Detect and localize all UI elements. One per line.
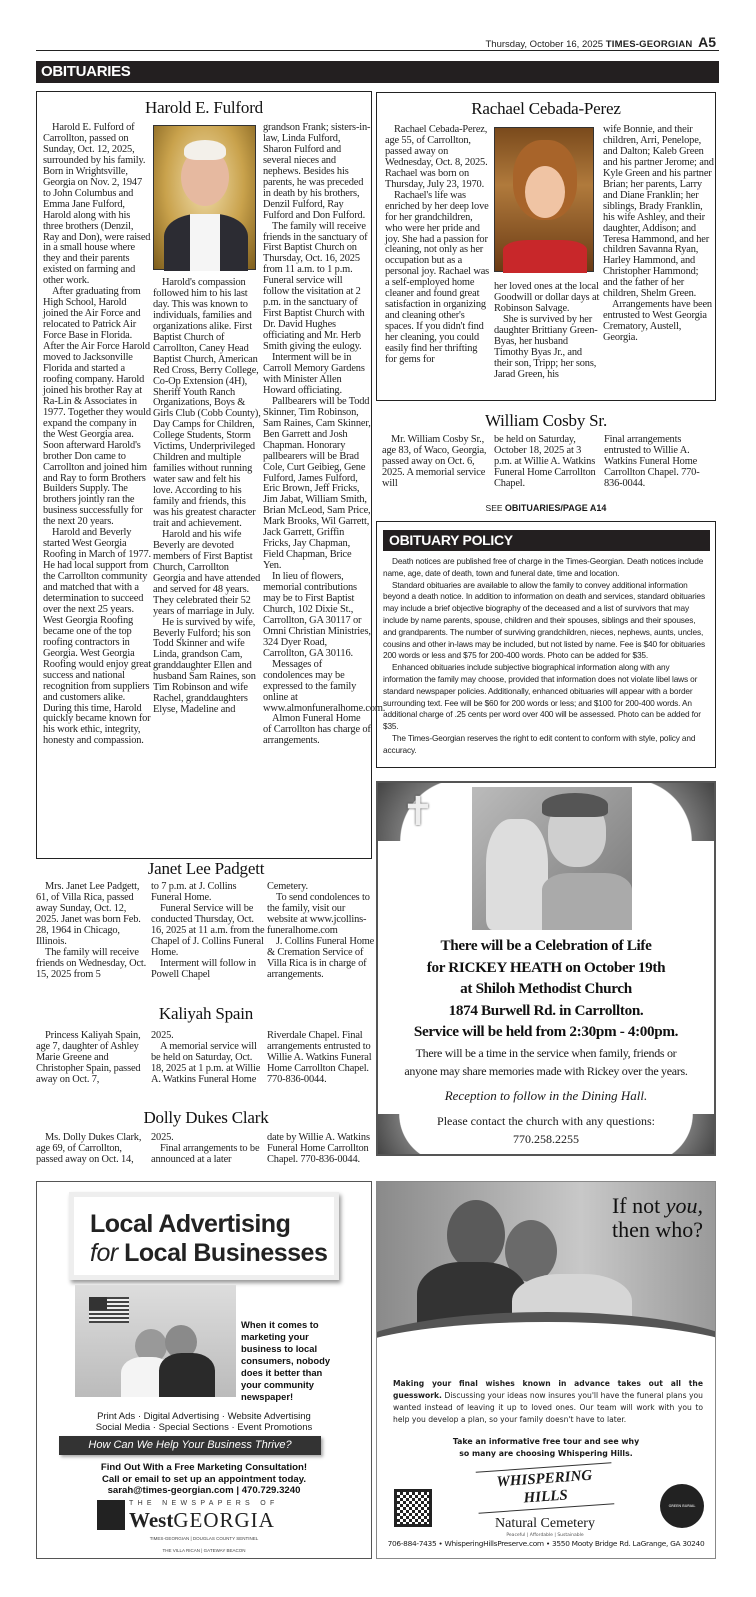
body-line: There will be a time in the service when family, friends or — [415, 1046, 677, 1060]
logo-tagline: Peaceful | Affordable | Sustainable — [506, 1533, 584, 1538]
text-column — [36, 1031, 148, 1086]
tour-callout — [377, 1436, 715, 1460]
photo-wave — [376, 1312, 716, 1372]
paragraph: Harold and his wife Beverly are devoted members of First Baptist Church, Carrollton Georgia and have attended and served for 48 years. They celebrated their 52 years of marriage in July. — [153, 528, 261, 617]
see-more-link[interactable] — [376, 503, 716, 513]
paragraph: date by Willie A. Watkins Funeral Home Carrollton Chapel. 770-836-0044. — [267, 1132, 370, 1165]
cta-bold: Free Marketing Consultation — [174, 1462, 304, 1473]
ad-title-bold: Local Businesses — [124, 1239, 328, 1267]
text-column — [604, 435, 716, 490]
tour-line: so many are choosing Whispering Hills. — [459, 1449, 633, 1458]
celebration-body — [378, 1044, 714, 1080]
text-column — [36, 882, 148, 981]
west-georgia-logo — [97, 1500, 289, 1532]
obituary-rachael-cebada-perez — [376, 92, 716, 401]
paragraph: Mr. William Cosby Sr., age 83, of Waco, Georgia, passed away on Oct. 6, 2025. A memorial service will — [382, 434, 487, 489]
text-column — [494, 282, 600, 381]
church-phone: 770.258.2255 — [513, 1132, 579, 1146]
section-title: OBITUARIES — [36, 61, 719, 83]
text-column — [267, 1133, 377, 1166]
ad-footer: 706-884-7435 • WhisperingHillsPreserve.com • 3550 Mooty Bridge Rd. LaGrange, GA 30240 — [387, 1539, 705, 1548]
cross-icon: ✝ — [401, 789, 435, 834]
ad-title-line1: Local Advertising — [90, 1210, 291, 1238]
reception-note: Reception to follow in the Dining Hall. — [444, 1088, 648, 1103]
issue-date: Thursday, October 16, 2025 — [485, 39, 604, 50]
whispering-hills-logo — [477, 1467, 613, 1539]
paragraph: Harold E. Fulford of Carrollton, passed on Sunday, Oct. 12, 2025, surrounded by his family. Born in Wrightsville, Georgia on Nov. 2, 1947 to John Columbus and Emma Jane Fulford, Harold along with his three brothers (Denzil, Ray and Don), were raised in a small house where they and their parents existed on farming and other work. — [43, 122, 151, 287]
paragraph: Princess Kaliyah Spain, age 7, daughter of Ashley Marie Greene and Christopher Spain, passed away on Oct. 7, — [36, 1030, 141, 1085]
text-column — [383, 556, 709, 757]
logo-georgia: GEORGIA — [173, 1508, 275, 1532]
paragraph: The family will receive friends on Wednesday, Oct. 15, 2025 from 5 — [36, 946, 147, 980]
headline-line-2: then who? — [611, 1217, 703, 1242]
ad-title-card — [69, 1192, 339, 1280]
logo-top-text: THE NEWSPAPERS OF — [129, 1500, 279, 1507]
paper-name: TIMES-GEORGIAN — [605, 39, 693, 50]
headline-part: If not — [611, 1193, 666, 1218]
paragraph: Standard obituaries are available to allow the family to convey additional information beyond a death notice. In addition to information on death and services, standard obituaries may include a brief objective biography of the deceased and a list of survivors that may include by name parents, spouse, children and their spouses, siblings and their spouses, and grandparents. The number of surviving grandchildren, nieces, nephews, aunts, uncles, cousins and other in-laws may be included, but not listed by name. Fee is $40 for obituaries 200 words or less and $75 for 200-400 words. Photo can be added for $35. — [383, 579, 705, 661]
obituary-policy-box — [376, 521, 716, 768]
services-line-2: Social Media · Special Sections · Event Promotions — [95, 1422, 313, 1433]
paragraph: Final arrangements entrusted to Willie A. Watkins Funeral Home Carrollton Chapel. 770-836-0044. — [604, 434, 700, 489]
body-line: anyone may share memories made with Rickey over the years. — [404, 1064, 688, 1078]
cta-prefix: Find Out With a — [100, 1462, 175, 1473]
ad-blurb: When it comes to marketing your business to local consumers, nobody does it better than your community newspaper! — [241, 1319, 331, 1402]
text-column — [36, 1133, 148, 1166]
ad-title-line2 — [90, 1239, 334, 1268]
paragraph: Almon Funeral Home of Carrollton has charge of arrangements. — [263, 713, 371, 747]
paragraph: To send condolences to the family, visit our website at www.jcollins-funeralhome.com — [267, 891, 370, 936]
rickey-heath-photo — [472, 787, 632, 930]
ad-banner: How Can We Help Your Business Thrive? — [59, 1436, 321, 1455]
obituary-name: Rachael Cebada-Perez — [471, 99, 621, 118]
paragraph: After graduating from High School, Harold joined the Air Force and relocated to Patrick Air Force Base in Florida. After the Air Force Harold moved to Jacksonville Florida and started a roofing company. Harold joined his brother Ray at Ra-Lin & Associates in 1977. Together they would expand the company in the West Georgia area. Soon afterward Harold's brother Don came to Carrollton and joined him and Ray to form Brothers Builders Supply. The brothers jointly ran the business successfully for the next 20 years. — [43, 286, 151, 528]
continuation-link[interactable]: OBITUARIES/PAGE A14 — [504, 503, 607, 513]
paragraph: Final arrangements to be announced at a later — [151, 1142, 260, 1165]
green-burial-council-seal — [660, 1484, 704, 1552]
paragraph: 2025. — [151, 1030, 174, 1041]
headline-line: at Shiloh Methodist Church — [460, 980, 632, 997]
headline-line: There will be a Celebration of Life — [440, 937, 652, 954]
contact-phone: 470.729.3240 — [241, 1485, 301, 1496]
body-bold: Making your final wishes known in advance takes out all the guesswork. — [393, 1379, 703, 1400]
paragraph: She is survived by her daughter Brittiany Green-Byas, her husband Timothy Byas Jr., and their son, Tripp; her sons, Jarad Green, his — [494, 313, 598, 380]
papers-line-1: TIMES-GEORGIAN | DOUGLAS COUNTY SENTINEL — [149, 1536, 259, 1541]
paragraph: 2025. — [151, 1132, 174, 1143]
header-rule — [36, 50, 719, 51]
ad-headline — [612, 1194, 703, 1242]
cta-suffix: ! — [303, 1462, 308, 1473]
american-flag — [89, 1297, 129, 1323]
paragraph: Funeral Service will be conducted Thursday, Oct. 16, 2025 at 11 a.m. from the Chapel of J. Collins Funeral Home. — [151, 902, 265, 958]
paragraph: The Times-Georgian reserves the right to edit content to conform with style, policy and accuracy. — [383, 732, 696, 755]
ad-cta: Find Out With a Free Marketing Consultation! Call or email to set up an appointment today. sarah@times-georgian.com | 470.729.3240 — [37, 1462, 371, 1497]
ad-body — [393, 1378, 703, 1426]
contact-note: Please contact the church with any questions: — [437, 1114, 655, 1128]
text-column — [267, 1031, 377, 1086]
paragraph: Mrs. Janet Lee Padgett, 61, of Villa Rica, passed away Sunday, Oct. 12, 2025. Janet was born Feb. 28, 1964 in Chicago, Illinois. — [36, 881, 141, 947]
celebration-headline — [378, 935, 714, 1043]
see-prefix: SEE — [485, 503, 503, 513]
body-text: Discussing your ideas now insures you'll have the funeral plans you wanted instead of leaving it up to loved ones. Our team will work with you to help you develop a plan, so your family doesn't have to later. — [393, 1391, 703, 1424]
paragraph: Pallbearers will be Todd Skinner, Tim Robinson, Sam Raines, Cam Skinner, Ben Garrett and Josh Chapman. Honorary pallbearers will be Brad Cole, Curt Geibieg, Gene Fulford, James Fulford, Eric Brown, Jeff Fricks, Jim Jabat, William Smith, Brian McLeod, Sam Price, Mark Brooks, Wil Garrett, Jack Garrett, Griffin Fricks, Jay Chapman, Field Chapman, Brice Yen. — [263, 395, 371, 572]
paragraph: Interment will be in Carroll Memory Gardens with Minister Allen Howard officiating. — [263, 352, 365, 396]
paragraph: The family will receive friends in the sanctuary of First Baptist Church on Thursday, Oct. 16, 2025 from 11 a.m. to 1 p.m. Funeral service will follow the visitation at 2 p.m. in the sanctuary of First Baptist Church with Dr. David Hughes officiating and Mr. Herb Smith giving the eulogy. — [263, 220, 368, 353]
seal-text: GREEN BURIAL COUNCIL — [668, 1504, 696, 1552]
text-column — [385, 125, 490, 366]
text-column — [494, 435, 598, 490]
text-column — [43, 123, 151, 747]
paragraph: her loved ones at the local Goodwill or dollar days at Robinson Salvage. — [494, 281, 600, 314]
policy-title: OBITUARY POLICY — [383, 530, 710, 551]
page-folio — [486, 34, 717, 50]
paragraph: Rachael's life was enriched by her deep love for her grandchildren, who were her pride and joy. She had a passion for cleaning, not only as her occupation but as a personal joy. Rachael was a self-employed home cleaner and found great satisfaction in organizing and cleaning other's spaces. If you didn't find her cleaning, you could easily find her thrifting for gems for — [385, 189, 490, 366]
shop-owners-photo — [75, 1285, 236, 1397]
obituary-name: Harold E. Fulford — [145, 98, 263, 117]
paragraph: Riverdale Chapel. Final arrangements entrusted to Willie A. Watkins Funeral Home Carrollton Chapel. 770-836-0044. — [267, 1030, 372, 1085]
services-line-1: Print Ads · Digital Advertising · Website Advertising — [97, 1411, 311, 1422]
text-column — [267, 882, 377, 981]
page-number: A5 — [698, 34, 716, 50]
celebration-of-life-ad — [376, 781, 716, 1156]
paragraph: Harold and Beverly started West Georgia Roofing in March of 1977. He had local support from the Carrollton community and matched that with a determination to succeed over the next 25 years. West Georgia Roofing became one of the top roofing contractors in Georgia. West Georgia Roofing would enjoy great success and national recognition from suppliers and customers alike. During this time, Harold quickly became known for his work ethic, integrity, honesty and compassion. — [43, 527, 151, 747]
obituary-name: Janet Lee Padgett — [147, 859, 265, 878]
paragraph: Cemetery. — [267, 881, 308, 892]
rachael-portrait-photo — [494, 127, 594, 272]
paragraph: In lieu of flowers, memorial contributions may be to First Baptist Church, 102 Dixie St., Carrollton, GA 30117 or Omni Christian Ministries, 324 Dyer Road, Carrollton, GA 30116. — [263, 571, 371, 659]
cta-line-2: Call or email to set up an appointment today. — [102, 1473, 306, 1485]
paragraph: to 7 p.m. at J. Collins Funeral Home. — [151, 881, 237, 903]
paragraph: A memorial service will be held on Saturday, Oct. 18, 2025 at 1 p.m. at Willie A. Watkins Funeral Home — [151, 1040, 261, 1085]
paragraph: J. Collins Funeral Home & Cremation Service of Villa Rica is in charge of arrangements. — [267, 935, 375, 980]
paragraph: be held on Saturday, October 18, 2025 at 3 p.m. at Willie A. Watkins Funeral Home Carrollton Chapel. — [494, 434, 596, 489]
text-column — [263, 122, 386, 747]
obituary-name: Kaliyah Spain — [158, 1004, 254, 1023]
text-column — [603, 125, 715, 344]
qr-code-icon[interactable] — [394, 1489, 432, 1527]
paragraph: Harold's compassion followed him to his last day. This was known to individuals, families and organizations alike. First Baptist Church of Carrollton, Caney Head Baptist Church, American Red Cross, Berry College, Co-Op Extension (4H), Sheriff Youth Ranch Organizations, Boys & Girls Club (Cobb County), Day Camps for Children, College Students, Storm Victims, Underprivileged Children and multiple families without running water saw and felt his love. According to his family and friends, this was his greatest character trait and achievement. — [153, 277, 261, 529]
logo-wordmark: WHISPERING HILLS — [476, 1462, 615, 1513]
ad-title-italic: for — [90, 1239, 118, 1267]
logo-square — [97, 1500, 125, 1530]
logo-wordmark — [129, 1509, 275, 1531]
obituary-name: William Cosby Sr. — [484, 411, 607, 430]
contact-email-link[interactable]: sarah@times-georgian.com — [107, 1485, 234, 1496]
logo-west: West — [129, 1508, 174, 1532]
logo-subtitle: Natural Cemetery — [495, 1516, 595, 1531]
paragraph: Messages of condolences may be expressed to the family online at www.almonfuneralhome.com. — [263, 658, 386, 714]
headline-line: 1874 Burwell Rd. in Carrollton. — [448, 1001, 644, 1019]
obituary-harold-fulford — [36, 91, 386, 859]
whispering-hills-ad — [376, 1181, 716, 1559]
paragraph: wife Bonnie, and their children, Arri, Penelope, and Dalton; Kaleb Green and his partner Jerome; and Kyle Green and his partner Brian; her parents, Larry and Diane Franklin; her siblings, Brady Franklin, his wife Ashley, and their daughter, Addison; and Teresa Hammond, and her children Savanna Ryan, Harley Hammond, and Christopher Hammond; and the father of her children, Shelm Green. — [603, 124, 714, 300]
paragraph: He is survived by wife, Beverly Fulford; his son Todd Skinner and wife Linda, grandson Cam, granddaughter Ellen and husband Sam Raines, son Tim Robinson and wife Rachel, granddaughters Elyse, Madeline and — [153, 616, 256, 716]
paragraph: Death notices are published free of charge in the Times-Georgian. Death notices include name, age, date of death, town and funeral date, time and location. — [383, 556, 704, 578]
paragraph: Rachael Cebada-Perez, age 55, of Carrollton, passed away on Wednesday, Oct. 8, 2025. Rachael was born on Thursday, July 23, 1970. — [385, 124, 488, 190]
papers-line-2: THE VILLA RICAN | GATEWAY BEACON — [162, 1548, 246, 1553]
obituary-name: Dolly Dukes Clark — [143, 1108, 269, 1127]
headline-italic: you, — [665, 1193, 703, 1218]
text-column — [151, 882, 265, 981]
paragraph: Enhanced obituaries include subjective biographical information along with any information the family may choose, provided that information does not violate libel laws or standard newspaper policies. Additionally, enhanced obituaries will appear with a border surrounding text. Fee will be $60 for 200 words or less; and $100 for 200-400 words. An additional charge of .25 cents per word over 400 will be assessed. Photo can be added for $35. — [383, 662, 701, 732]
paragraph: grandson Frank; sisters-in-law, Linda Fulford, Sharon Fulford and several nieces and nephews. Besides his parents, he was preceded in death by his brothers, Denzil Fulford, Ray Fulford and Don Fulford. — [263, 122, 371, 221]
text-column — [153, 278, 261, 716]
text-column — [151, 1133, 263, 1166]
local-advertising-ad — [36, 1181, 372, 1559]
text-column — [151, 1031, 263, 1086]
tour-line: Take an informative free tour and see why — [452, 1437, 640, 1446]
harold-portrait-photo — [153, 125, 256, 270]
ornament-corner-right — [630, 783, 714, 841]
headline-line: Service will be held from 2:30pm - 4:00pm. — [413, 1023, 679, 1040]
paragraph: Ms. Dolly Dukes Clark, age 69, of Carrollton, passed away on Oct. 14, — [36, 1132, 142, 1165]
paragraph: Interment will follow in Powell Chapel — [151, 957, 256, 980]
headline-line: for RICKEY HEATH on October 19th — [426, 958, 666, 976]
text-column — [382, 435, 488, 490]
paragraph: Arrangements have been entrusted to West Georgia Crematory, Austell, Georgia. — [603, 299, 712, 344]
